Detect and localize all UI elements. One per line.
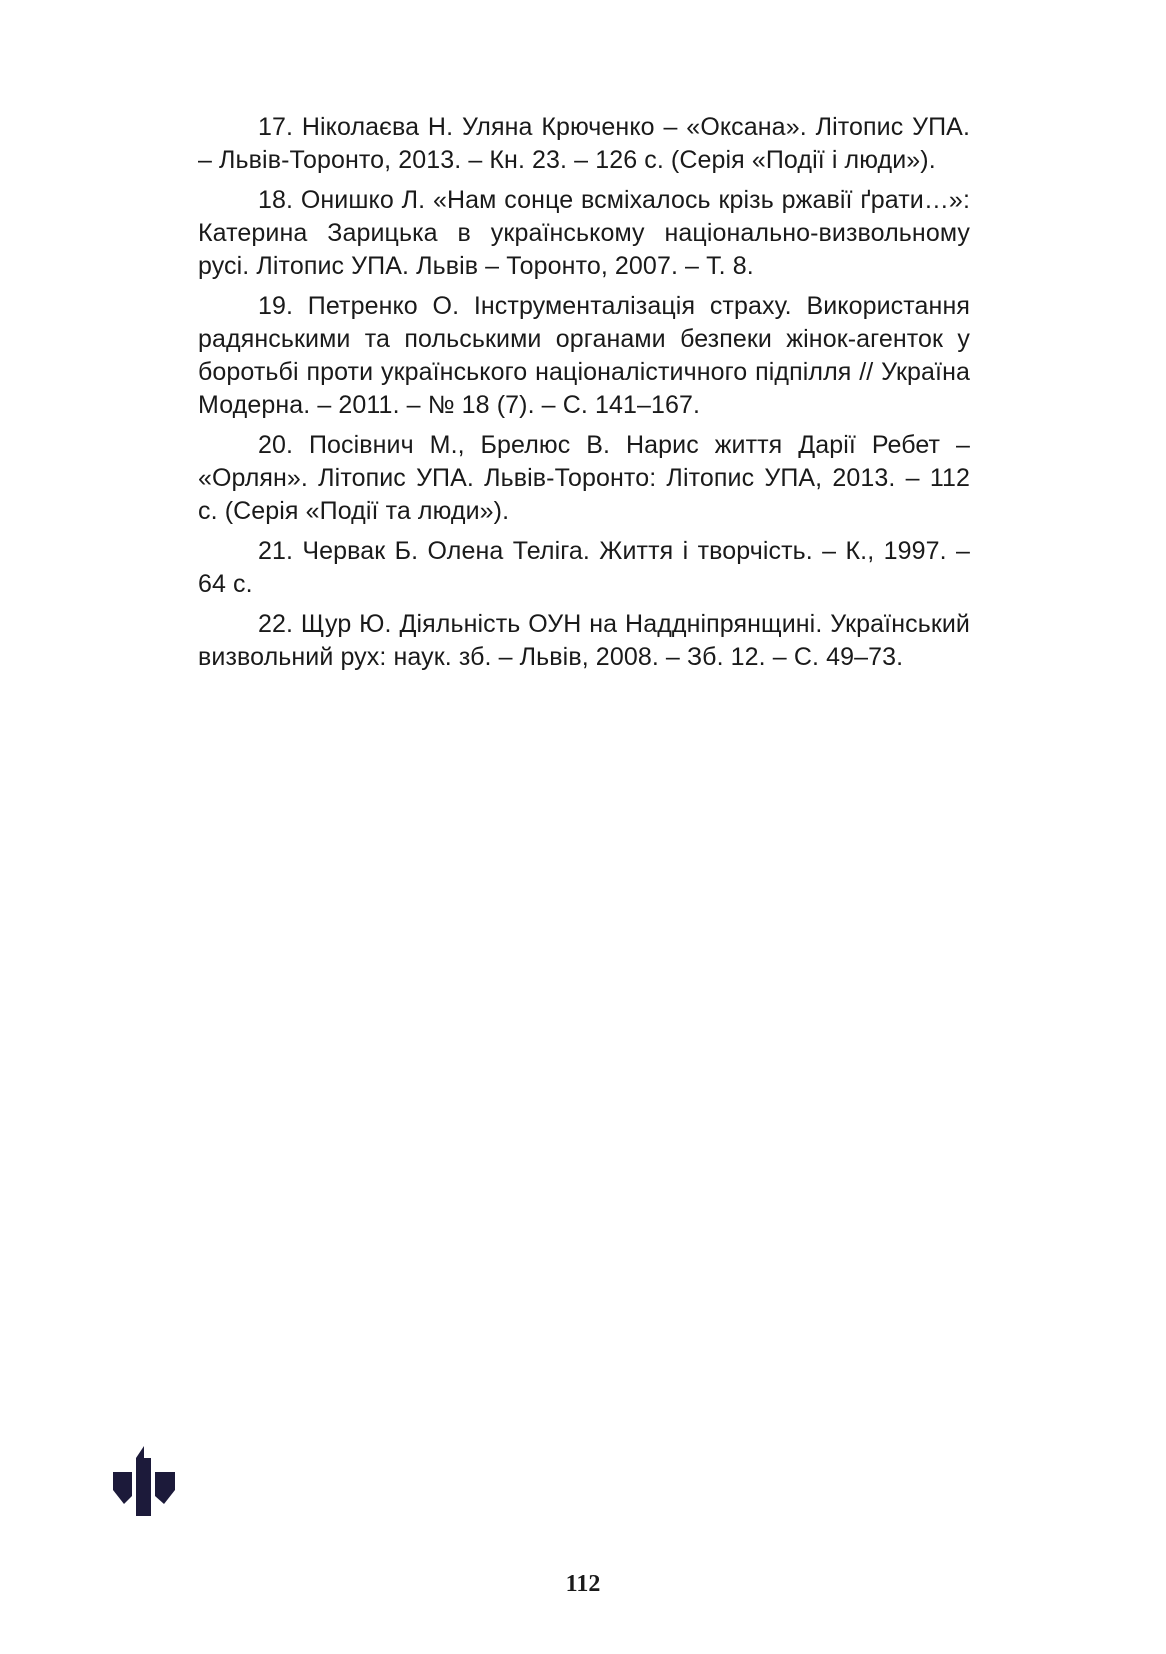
- reference-list: [198, 111, 970, 681]
- page-number: 112: [565, 1571, 601, 1597]
- reference-item-17: 17. Ніколаєва Н. Уляна Крюченко – «Оксана». Літопис УПА. – Львів-Торонто, 2013. – Кн. 23. – 126 с. (Серія «Події і люди»).: [198, 113, 970, 174]
- reference-item-18: 18. Онишко Л. «Нам сонце всміхалось крізь ржавії ґрати…»: Катерина Зарицька в українському національно-визвольному русі. Літопис УПА. Львів – Торонто, 2007. – Т. 8.: [198, 186, 970, 280]
- reference-item-19: 19. Петренко О. Інструменталізація страху. Використання радянськими та польськими органами безпеки жінок-агенток у боротьбі проти українського націоналістичного підпілля // Україна Модерна. – 2011. – № 18 (7). – С. 141–167.: [198, 292, 970, 419]
- reference-item-21: 21. Червак Б. Олена Теліга. Життя і творчість. – К., 1997. – 64 с.: [198, 537, 970, 598]
- reference-item-22: 22. Щур Ю. Діяльність ОУН на Наддніпрянщині. Український визвольний рух: наук. зб. – Львів, 2008. – Зб. 12. – С. 49–73.: [198, 610, 970, 671]
- reference-item-20: 20. Посівнич М., Брелюс В. Нарис життя Дарії Ребет – «Орлян». Літопис УПА. Львів-Торонто: Літопис УПА, 2013. – 112 с. (Серія «Події та люди»).: [198, 431, 970, 525]
- publisher-emblem-icon: [113, 1446, 175, 1516]
